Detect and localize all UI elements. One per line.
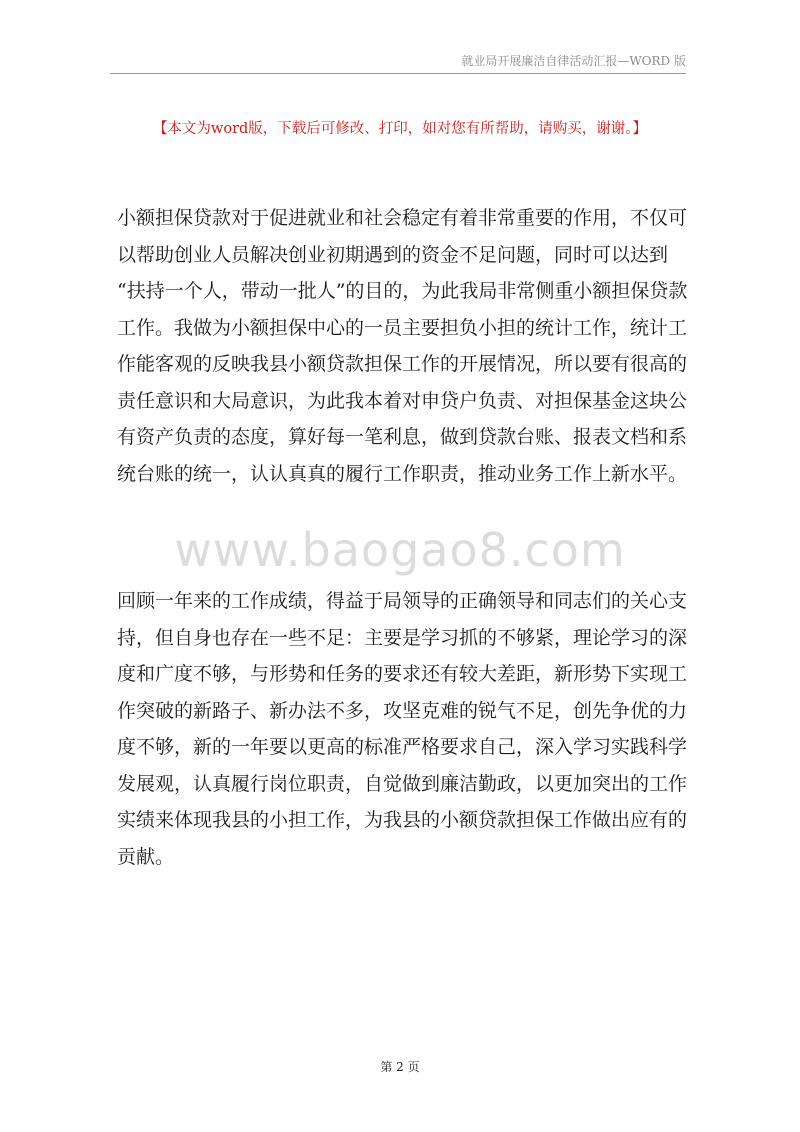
paragraph-line: 贡献。 [117, 845, 175, 868]
header-title: 就业局开展廉洁自律活动汇报—WORD 版 [461, 54, 686, 68]
paragraph-line: 作突破的新路子、新办法不多，攻坚克难的锐气不足，创先争优的力 [117, 699, 688, 722]
page-header [110, 52, 686, 74]
paragraph-line: 回顾一年来的工作成绩，得益于局领导的正确领导和同志们的关心支 [117, 590, 688, 612]
paragraph-line: 责任意识和大局意识，为此我本着对申贷户负责、对担保基金这块公 [117, 389, 688, 412]
body-paragraph-2 [117, 583, 688, 875]
paragraph-line: 度不够，新的一年要以更高的标准严格要求自己，深入学习实践科学 [117, 736, 688, 758]
purchase-notice: 【本文为word版，下载后可修改、打印，如对您有所帮助，请购买，谢谢。】 [152, 121, 648, 137]
page-number: 第 2 页 [380, 1060, 420, 1074]
paragraph-line: 作能客观的反映我县小额贷款担保工作的开展情况，所以要有很高的 [117, 353, 688, 375]
paragraph-line: 以帮助创业人员解决创业初期遇到的资金不足问题，同时可以达到 [117, 243, 669, 266]
watermark: www.baogao8.com [174, 523, 626, 577]
paragraph-line: 统台账的统一，认认真真的履行工作职责，推动业务工作上新水平。 [117, 462, 688, 485]
paragraph-line: 小额担保贷款对于促进就业和社会稳定有着非常重要的作用，不仅可 [117, 207, 688, 229]
paragraph-line: 持，但自身也存在一些不足：主要是学习抓的不够紧，理论学习的深 [117, 626, 688, 649]
paragraph-line: 工作。我做为小额担保中心的一员主要担负小担的统计工作，统计工 [117, 316, 688, 339]
paragraph-line: 发展观，认真履行岗位职责，自觉做到廉洁勤政，以更加突出的工作 [117, 772, 688, 795]
paragraph-line: “扶持一个人，带动一批人”的目的，为此我局非常侧重小额担保贷款 [117, 280, 688, 302]
paragraph-line: 有资产负责的态度，算好每一笔利息，做到贷款台账、报表文档和系 [117, 426, 688, 448]
body-paragraph-1 [117, 200, 688, 492]
paragraph-line: 实绩来体现我县的小担工作，为我县的小额贷款担保工作做出应有的 [117, 809, 688, 831]
paragraph-line: 度和广度不够，与形势和任务的要求还有较大差距，新形势下实现工 [117, 663, 688, 685]
